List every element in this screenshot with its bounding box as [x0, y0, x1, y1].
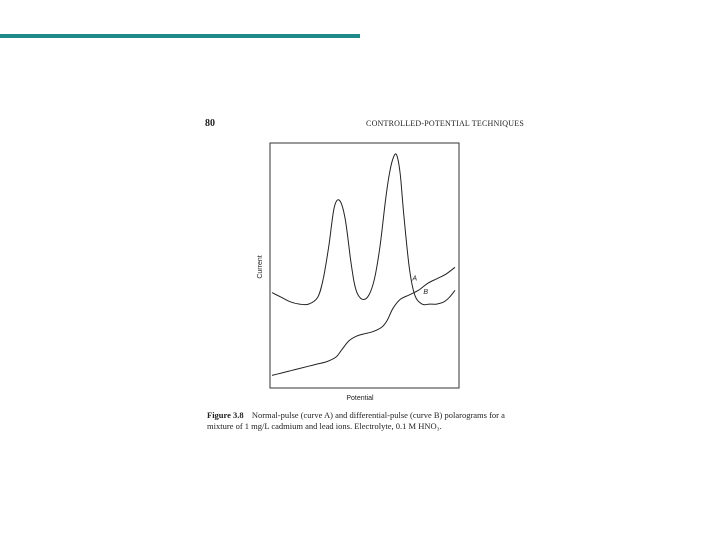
figure-label: Figure 3.8	[207, 410, 244, 420]
page-number: 80	[205, 118, 215, 129]
curve-label-a: A	[412, 275, 418, 283]
series-line-b	[272, 154, 455, 305]
running-head: CONTROLLED-POTENTIAL TECHNIQUES	[366, 119, 524, 128]
plot-frame	[270, 143, 459, 388]
curve-label-b: B	[423, 289, 429, 297]
series-line-a	[272, 267, 455, 375]
figure-caption-text: Normal-pulse (curve A) and differential-pulse (curve B) polarograms for a mixture of 1 mg/L cadmium and lead ions. Electrolyte, 0.1 M HNO₃.	[207, 410, 505, 431]
x-axis-label: Potential	[346, 395, 374, 402]
figure-caption	[207, 410, 527, 432]
y-axis-label: Current	[257, 255, 264, 279]
